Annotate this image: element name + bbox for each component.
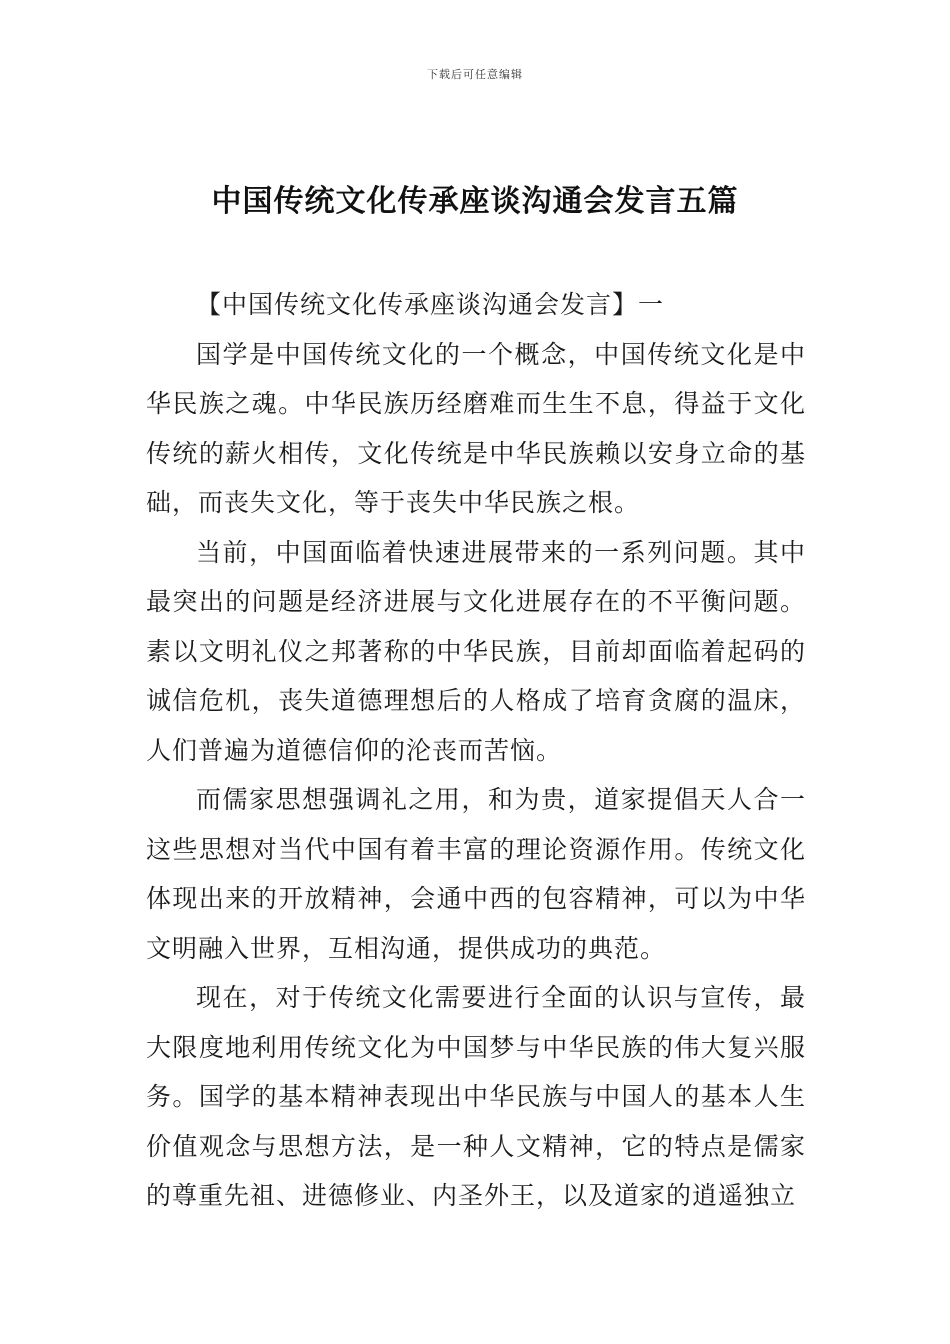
paragraph-4: 现在，对于传统文化需要进行全面的认识与宣传，最大限度地利用传统文化为中国梦与中华民族的伟大复兴服务。国学的基本精神表现出中华民族与中国人的基本人生价值观念与思想方法，是一种人文精神，它的特点是儒家的尊重先祖、进德修业、内圣外王，以及道家的逍遥独立 (146, 983, 806, 1210)
paragraph-1: 国学是中国传统文化的一个概念，中国传统文化是中华民族之魂。中华民族历经磨难而生生不息，得益于文化传统的薪火相传，文化传统是中华民族赖以安身立命的基础，而丧失文化，等于丧失中华民族之根。 (146, 339, 806, 517)
section-heading: 【中国传统文化传承座谈沟通会发言】一 (196, 290, 665, 319)
header-note: 下载后可任意编辑 (427, 68, 523, 81)
paragraph-3: 而儒家思想强调礼之用，和为贵，道家提倡天人合一这些思想对当代中国有着丰富的理论资源作用。传统文化体现出来的开放精神，会通中西的包容精神，可以为中华文明融入世界，互相沟通，提供成功的典范。 (146, 785, 806, 963)
paragraph-2: 当前，中国面临着快速进展带来的一系列问题。其中最突出的问题是经济进展与文化进展存在的不平衡问题。素以文明礼仪之邦著称的中华民族，目前却面临着起码的诚信危机，丧失道德理想后的人格成了培育贪腐的温床，人们普遍为道德信仰的沦丧而苦恼。 (146, 537, 806, 765)
document-title: 中国传统文化传承座谈沟通会发言五篇 (211, 184, 739, 219)
document-body (146, 280, 806, 1221)
